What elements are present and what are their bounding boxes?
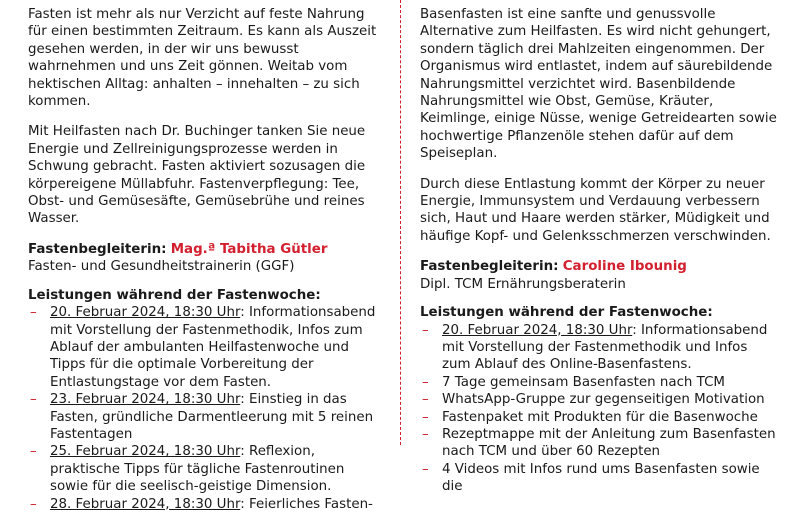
leader-label: Fastenbegleiterin: (28, 241, 167, 257)
column-divider (400, 0, 401, 445)
list-item: – 20. Februar 2024, 18:30 Uhr: Informationsabend mit Vorstellung der Fastenmethodik und Infos zum Ablauf des Online-Basenfastens. (420, 322, 780, 374)
event-date: 23. Februar 2024, 18:30 Uhr (50, 392, 241, 408)
list-item: – 20. Februar 2024, 18:30 Uhr: Informationsabend mit Vorstellung der Fastenmethodik, Infos zum Ablauf der ambulanten Heilfastenwoche und Tipps für die optimale Vorbereitung der Entlastungstage vor dem Fasten. (28, 304, 383, 391)
list-item: – 25. Februar 2024, 18:30 Uhr: Reflexion, praktische Tipps für tägliche Fastenroutinen sowie für die seelisch-geistige Dimension. (28, 443, 383, 495)
basenfasten-intro: Basenfasten ist eine sanfte und genussvolle Alternative zum Heilfasten. Es wird nicht gehungert, sondern täglich drei Mahlzeiten eingenommen. Der Organismus wird entlastet, indem auf säurebildende Nahrungsmittel verzichtet wird. Basenbildende Nahrungsmittel wie Obst, Gemüse, Kräuter, Keimlinge, einige Nüsse, wenige Getreidearten sowie hochwertige Pflanzenöle stehen dafür auf dem Speiseplan. (420, 7, 777, 162)
list-item: – Rezeptmappe mit der Anleitung zum Basenfasten nach TCM und über 60 Rezepten (420, 426, 780, 461)
leader-line (28, 241, 383, 258)
leader-name: Caroline Ibounig (562, 259, 687, 275)
heilfasten-intro: Fasten ist mehr als nur Verzicht auf feste Nahrung für einen bestimmten Zeitraum. Es kann als Auszeit gesehen werden, in der wir uns bewusst wahrnehmen und uns Zeit gönnen. Weitab vom hektischen Alltag: anhalten – innehalten – zu sich kommen. (28, 7, 377, 110)
leader-name: Mag.ª Tabitha Gütler (170, 241, 328, 257)
leader-role: Dipl. TCM Ernährungsberaterin (420, 276, 626, 292)
list-item: – 23. Februar 2024, 18:30 Uhr: Einstieg in das Fasten, gründliche Darmentleerung mit 5 reinen Fastentagen (28, 391, 383, 443)
list-item: – Fastenpaket mit Produkten für die Basenwoche (420, 409, 780, 426)
leader-label: Fastenbegleiterin: (420, 259, 559, 275)
services-heading: Leistungen während der Fastenwoche: (420, 305, 713, 321)
list-item: – WhatsApp-Gruppe zur gegenseitigen Motivation (420, 391, 780, 408)
right-column (420, 6, 780, 496)
event-date: 20. Februar 2024, 18:30 Uhr (442, 322, 633, 338)
event-date: 25. Februar 2024, 18:30 Uhr (50, 444, 241, 460)
list-item: – 7 Tage gemeinsam Basenfasten nach TCM (420, 374, 780, 391)
list-item: – 4 Videos mit Infos rund ums Basenfasten sowie die (420, 461, 780, 496)
heilfasten-description: Mit Heilfasten nach Dr. Buchinger tanken Sie neue Energie und Zellreinigungsprozesse werden in Schwung gebracht. Fasten aktiviert sozusagen die körpereigene Müllabfuhr. Fastenverpflegung: Tee, Obst- und Gemüsesäfte, Gemüsebrühe und reines Wasser. (28, 124, 366, 227)
services-list (420, 322, 780, 496)
list-item: – 28. Februar 2024, 18:30 Uhr: Feierliches Fasten- (28, 496, 383, 513)
event-date: 20. Februar 2024, 18:30 Uhr (50, 305, 241, 321)
basenfasten-description: Durch diese Entlastung kommt der Körper zu neuer Energie, Immunsystem und Verdauung verbessern sich, Haut und Haare werden stärker, Müdigkeit und häufige Kopf- und Gelenksschmerzen verschwinden. (420, 176, 771, 244)
leader-role: Fasten- und Gesundheitstrainerin (GGF) (28, 259, 295, 275)
services-list (28, 304, 383, 513)
services-heading: Leistungen während der Fastenwoche: (28, 287, 321, 303)
event-date: 28. Februar 2024, 18:30 Uhr (50, 496, 241, 512)
leader-line (420, 258, 780, 275)
left-column (28, 6, 383, 513)
